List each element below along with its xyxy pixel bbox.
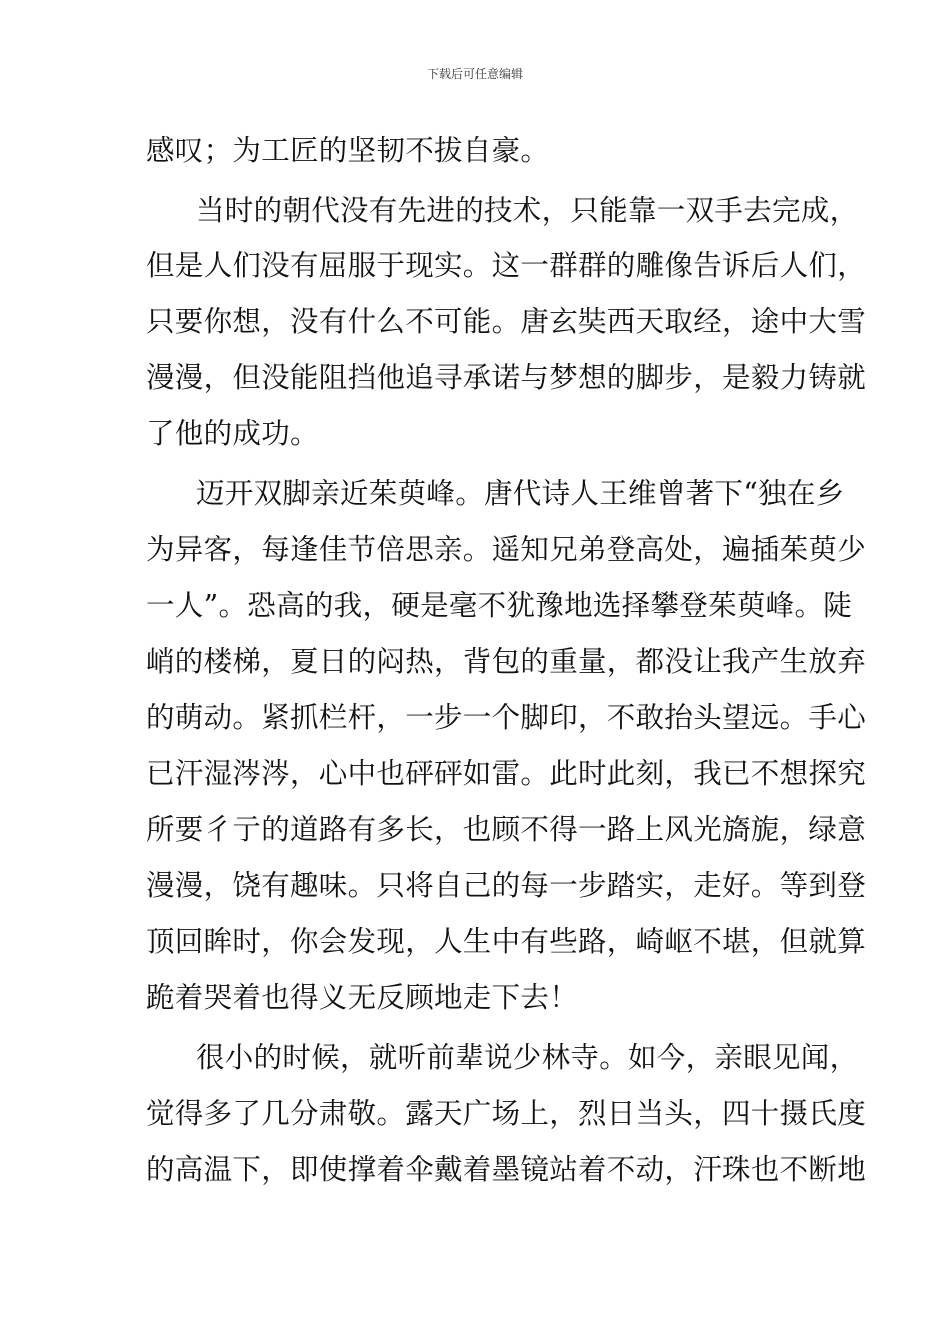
text-line: 但是人们没有屈服于现实。这一群群的雕像告诉后人们， — [146, 249, 867, 282]
text-line: 感叹；为工匠的坚韧不拔自豪。 — [146, 134, 550, 167]
text-line: 一人”。恐高的我，硬是毫不犹豫地选择攀登茱萸峰。陡 — [146, 589, 853, 622]
text-line: 的萌动。紧抓栏杆，一步一个脚印，不敢抬头望远。手心 — [146, 701, 867, 734]
text-line: 漫漫，饶有趣味。只将自己的每一步踏实，走好。等到登 — [146, 869, 867, 902]
paragraph-first-line: 很小的时候，就听前辈说少林寺。如今，亲眼见闻， — [196, 1041, 859, 1074]
page-header: 下载后可任意编辑 — [426, 67, 523, 81]
text-line: 觉得多了几分肃敬。露天广场上，烈日当头，四十摄氏度 — [146, 1097, 867, 1130]
text-line: 只要你想，没有什么不可能。唐玄奘西天取经，途中大雪 — [146, 305, 867, 338]
text-line: 顶回眸时，你会发现，人生中有些路，崎岖不堪，但就算 — [146, 925, 867, 958]
text-line: 跪着哭着也得义无反顾地走下去！ — [146, 981, 579, 1014]
text-line: 的高温下，即使撑着伞戴着墨镜站着不动，汗珠也不断地 — [146, 1153, 867, 1186]
text-line: 峭的楼梯，夏日的闷热，背包的重量，都没让我产生放弃 — [146, 645, 867, 678]
text-line: 为异客，每逢佳节倍思亲。遥知兄弟登高处，遍插茱萸少 — [146, 533, 867, 566]
text-line: 漫漫，但没能阻挡他追寻承诺与梦想的脚步，是毅力铸就 — [146, 361, 867, 394]
text-line: 了他的成功。 — [146, 417, 319, 450]
text-line: 所要彳亍的道路有多长，也顾不得一路上风光旖旎，绿意 — [146, 813, 867, 846]
text-line: 已汗湿涔涔，心中也砰砰如雷。此时此刻，我已不想探究 — [146, 757, 867, 790]
paragraph-first-line: 当时的朝代没有先进的技术，只能靠一双手去完成， — [196, 194, 859, 227]
paragraph-first-line: 迈开双脚亲近茱萸峰。唐代诗人王维曾著下“独在乡 — [196, 477, 845, 510]
